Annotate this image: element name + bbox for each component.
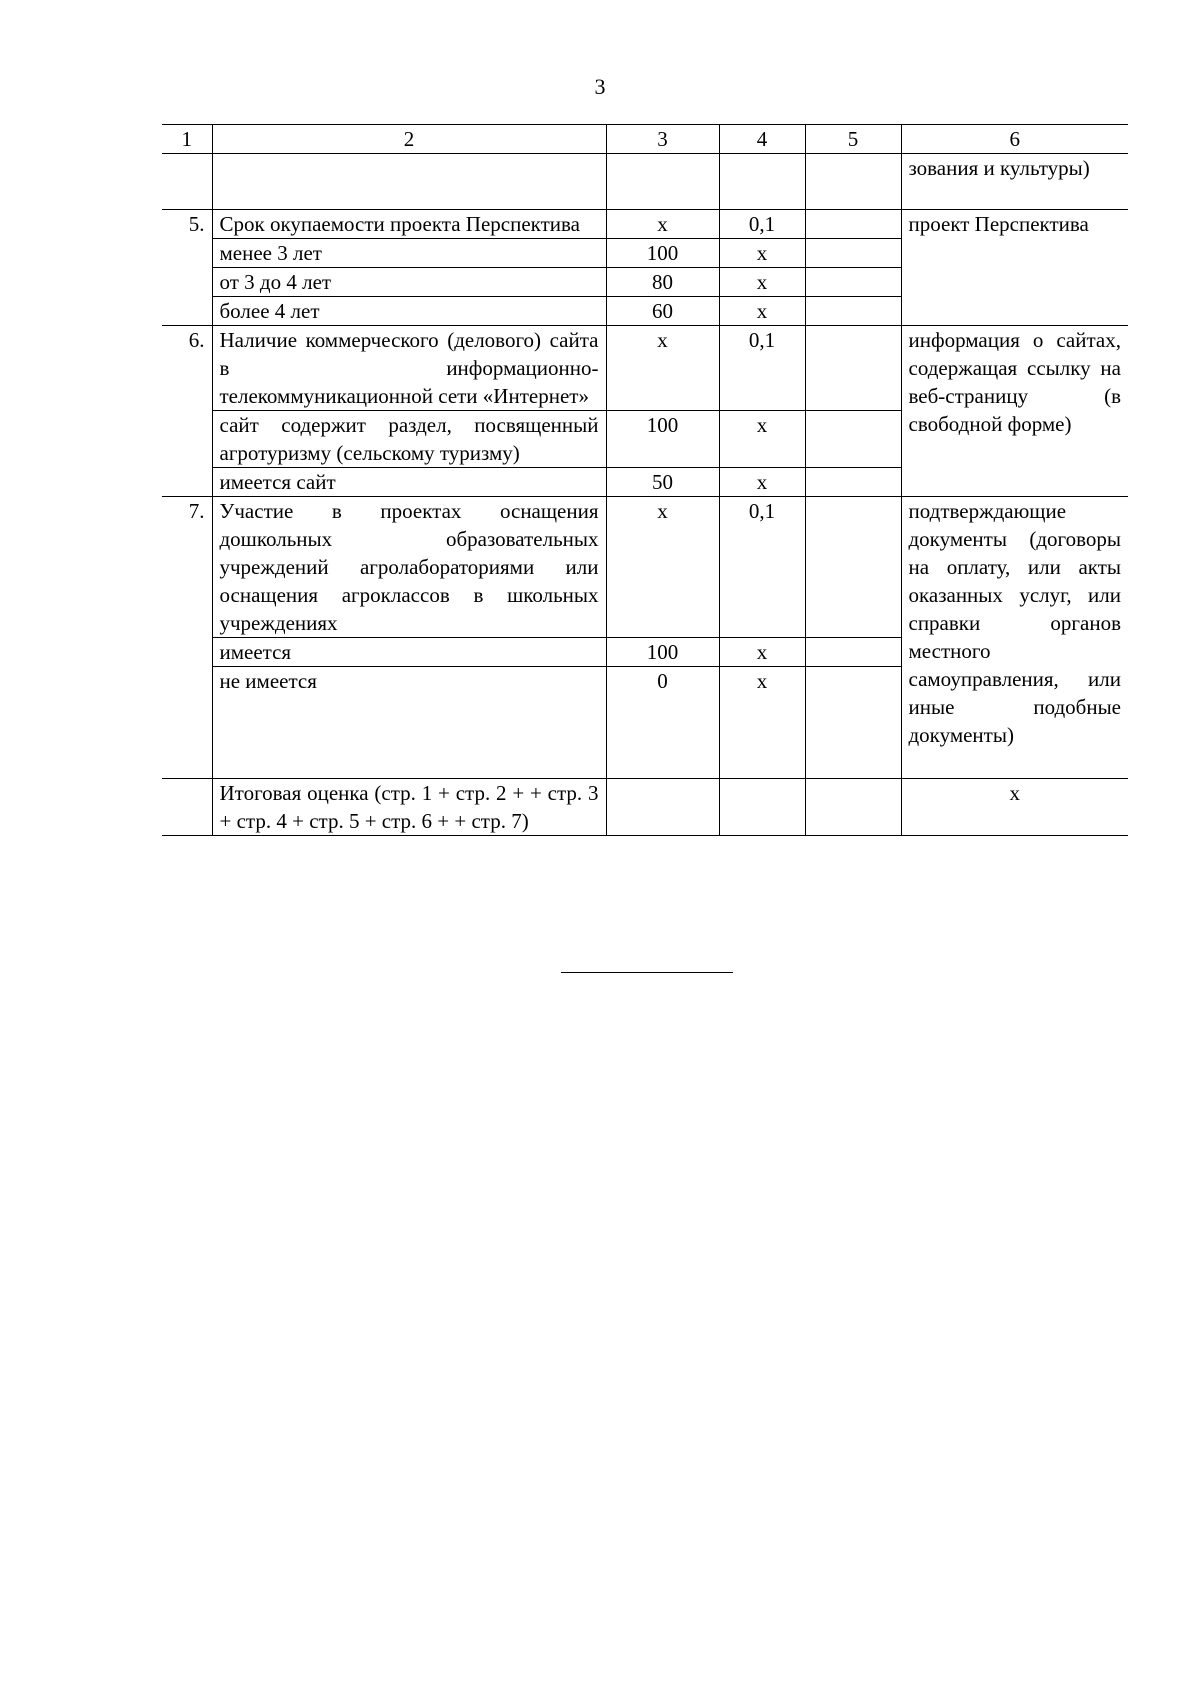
empty-cell [606,779,719,836]
points-cell: 100 [606,638,719,667]
criterion-title: Срок окупаемости проекта Перспектива [212,210,606,239]
criterion-title: Наличие коммерческого (делового) сайта в информационно-телекоммуникационной сети «Интернет» [212,326,606,411]
continuation-text: зования и культуры) [901,154,1128,210]
weight-cell: 0,1 [719,326,805,411]
points-cell: х [606,326,719,411]
points-cell: 60 [606,297,719,326]
weight-cell: х [719,468,805,497]
header-cell: 1 [162,125,212,154]
header-cell: 4 [719,125,805,154]
empty-cell [805,326,901,411]
option-label: сайт содержит раздел, посвященный агротуризму (сельскому туризму) [212,411,606,468]
points-cell: 100 [606,411,719,468]
empty-cell [805,268,901,297]
option-label: не имеется [212,667,606,779]
table-row [162,210,1128,239]
weight-cell: 0,1 [719,497,805,638]
empty-cell [805,411,901,468]
table-row [162,326,1128,411]
page-number: 3 [594,74,606,99]
weight-cell: х [719,239,805,268]
empty-cell [805,239,901,268]
empty-cell [162,779,212,836]
table-row [162,154,1128,210]
empty-cell [805,667,901,779]
row-number: 5. [162,210,212,326]
option-label: более 4 лет [212,297,606,326]
empty-cell [805,497,901,638]
weight-cell: 0,1 [719,210,805,239]
weight-cell: х [719,411,805,468]
option-label: менее 3 лет [212,239,606,268]
empty-cell [719,779,805,836]
points-cell: х [606,497,719,638]
option-label: имеется сайт [212,468,606,497]
weight-cell: х [719,667,805,779]
confirming-docs: подтверждающие документы (договоры на оплату, или акты оказанных услуг, или справки органов местного самоуправления, или иные подобные документы) [901,497,1128,779]
points-cell: 0 [606,667,719,779]
row-number: 6. [162,326,212,497]
criterion-title: Участие в проектах оснащения дошкольных образовательных учреждений агролабораториями или оснащения агроклассов в школьных учреждениях [212,497,606,638]
weight-cell: х [719,297,805,326]
total-label: Итоговая оценка (стр. 1 + стр. 2 + + стр. 3 + стр. 4 + стр. 5 + стр. 6 + + стр. 7) [212,779,606,836]
total-docs: х [901,779,1128,836]
points-cell: х [606,210,719,239]
header-cell: 5 [805,125,901,154]
header-cell: 2 [212,125,606,154]
points-cell: 80 [606,268,719,297]
table-header-row [162,125,1128,154]
option-label: от 3 до 4 лет [212,268,606,297]
row-number: 7. [162,497,212,779]
empty-cell [805,779,901,836]
header-cell: 3 [606,125,719,154]
empty-cell [805,210,901,239]
option-label: имеется [212,638,606,667]
confirming-docs: проект Перспектива [901,210,1128,326]
criteria-table [162,124,1128,836]
points-cell: 100 [606,239,719,268]
weight-cell: х [719,638,805,667]
empty-cell [805,468,901,497]
header-cell: 6 [901,125,1128,154]
table-row-total [162,779,1128,836]
points-cell: 50 [606,468,719,497]
table-row [162,497,1128,638]
empty-cell [805,638,901,667]
weight-cell: х [719,268,805,297]
end-rule [561,972,733,973]
empty-cell [805,297,901,326]
confirming-docs: информация о сайтах, содержащая ссылку на веб-страницу (в свободной форме) [901,326,1128,497]
